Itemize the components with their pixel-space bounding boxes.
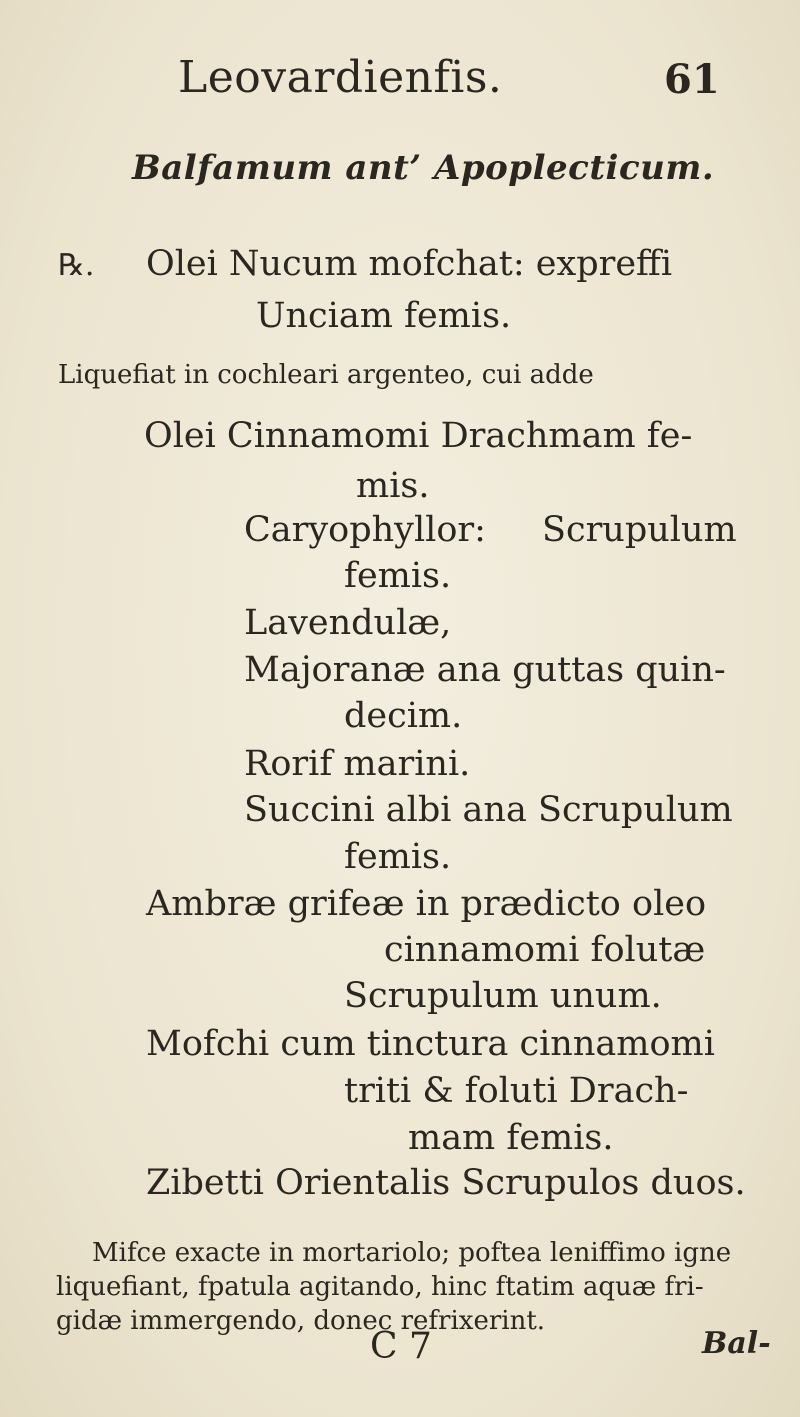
text-line: Ambræ grifeæ in prædicto oleo	[146, 884, 707, 924]
text-line: Scrupulum unum.	[344, 976, 662, 1016]
text-line: Majoranæ ana guttas quin-	[244, 650, 726, 690]
catchword: Bal-	[702, 1326, 771, 1361]
text-line: Succini albi ana Scrupulum	[244, 790, 733, 830]
text-line: liquefiant, fpatula agitando, hinc ftatim aquæ fri-	[56, 1272, 704, 1302]
text-line: Mifce exacte in mortariolo; poftea leniffimo igne	[92, 1238, 732, 1268]
text-line: gidæ immergendo, donec refrixerint.	[56, 1306, 546, 1336]
text-line: Lavendulæ,	[244, 603, 452, 643]
text-line: femis.	[344, 556, 452, 596]
text-line: Caryophyllor:	[244, 510, 486, 550]
text-line: triti & foluti Drach-	[344, 1071, 689, 1111]
text-line: Rorif marini.	[244, 744, 471, 784]
text-line: Zibetti Orientalis Scrupulos duos.	[146, 1163, 746, 1203]
text-line: Olei Nucum mofchat: expreffi	[146, 244, 673, 284]
text-line: Scrupulum	[542, 510, 737, 550]
text-line: Olei Cinnamomi Drachmam fe-	[144, 416, 693, 456]
text-line: cinnamomi folutæ	[384, 930, 706, 970]
text-line: Liquefiat in cochleari argenteo, cui adde	[58, 360, 594, 390]
running-header: Leovardienfis.	[178, 52, 503, 103]
page-number: 61	[664, 56, 720, 103]
text-line: femis.	[344, 837, 452, 877]
text-line: mam femis.	[408, 1118, 614, 1158]
text-line: Mofchi cum tinctura cinnamomi	[146, 1024, 715, 1064]
text-line: mis.	[356, 466, 430, 506]
text-line: decim.	[344, 696, 463, 736]
recipe-symbol: ℞.	[58, 248, 95, 283]
text-line: Unciam femis.	[256, 296, 512, 336]
recipe-heading: Balfamum ant’ Apoplecticum.	[132, 148, 715, 188]
signature-mark: C 7	[370, 1326, 432, 1367]
